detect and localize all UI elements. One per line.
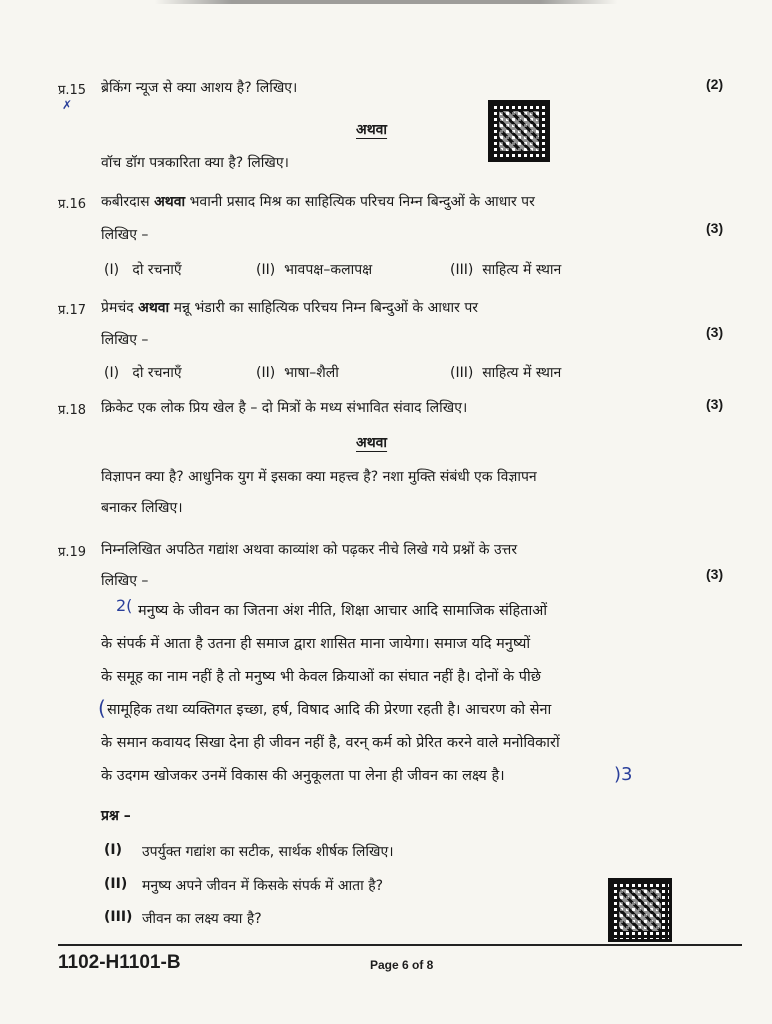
- q18-alt1: विज्ञापन क्या है? आधुनिक युग में इसका क्या महत्त्व है? नशा मुक्ति संबंधी एक विज्ञापन: [101, 469, 537, 485]
- qr-code-top: [488, 100, 550, 162]
- q19-line1: निम्नलिखित अपठित गद्यांश अथवा काव्यांश को पढ़कर नीचे लिखे गये प्रश्नों के उत्तर: [101, 542, 518, 558]
- q15-alt: वॉच डॉग पत्रकारिता क्या है? लिखिए।: [101, 155, 289, 171]
- page-number: Page 6 of 8: [370, 958, 434, 972]
- q18-marks: (3): [706, 396, 724, 412]
- subq-number: (III): [104, 909, 133, 925]
- qr-code-bottom: [608, 878, 672, 942]
- q17-opt2: (II) भाषा–शैली: [256, 365, 339, 381]
- q17-opt1: (I) दो रचनाएँ: [104, 365, 182, 381]
- subq-text: उपर्युक्त गद्यांश का सटीक, सार्थक शीर्षक लिखिए।: [142, 844, 394, 860]
- q17-number: प्र.17: [58, 303, 87, 318]
- q17-line1: [101, 298, 478, 317]
- passage-line: के संपर्क में आता है उतना ही समाज द्वारा शासित माना जायेगा। समाज यदि मनुष्यों: [101, 636, 531, 652]
- q18-or: अथवा: [356, 435, 388, 451]
- q16-or: अथवा: [154, 194, 186, 210]
- q16-line1: [101, 192, 535, 211]
- q17-marks: (3): [706, 324, 724, 340]
- scan-edge: [0, 0, 772, 4]
- pen-mark: ✗: [62, 98, 73, 112]
- q15-marks: (2): [706, 76, 724, 92]
- pen-mark-end: )3: [614, 764, 633, 785]
- q16-rest: भवानी प्रसाद मिश्र का साहित्यिक परिचय निम्न बिन्दुओं के आधार पर: [185, 194, 535, 210]
- q15-number: प्र.15: [58, 83, 87, 98]
- passage-line: के समान कवायद सिखा देना ही जीवन नहीं है, वरन् कर्म को प्रेरित करने वाले मनोविकारों: [101, 735, 560, 751]
- q16-opt3: (III) साहित्य में स्थान: [450, 262, 562, 278]
- q16-opt1: (I) दो रचनाएँ: [104, 262, 182, 278]
- passage-line: सामूहिक तथा व्यक्तिगत इच्छा, हर्ष, विषाद आदि की प्रेरणा रहती है। आचरण को सेना: [107, 702, 552, 718]
- pen-annotation: 2(: [116, 596, 133, 615]
- questions-label: प्रश्न –: [101, 808, 131, 824]
- subq-number: (I): [104, 842, 123, 858]
- paper-code: 1102-H1101-B: [58, 952, 181, 973]
- passage-line: मनुष्य के जीवन का जितना अंश नीति, शिक्षा आचार आदि सामाजिक संहिताओं: [138, 603, 548, 619]
- passage-line: के समूह का नाम नहीं है तो मनुष्य भी केवल क्रियाओं का संघात नहीं है। दोनों के पीछे: [101, 669, 541, 685]
- q19-marks: (3): [706, 566, 724, 582]
- q19-number: प्र.19: [58, 545, 87, 560]
- subq-text: जीवन का लक्ष्य क्या है?: [142, 911, 262, 927]
- q17-opt3: (III) साहित्य में स्थान: [450, 365, 562, 381]
- q18-alt2: बनाकर लिखिए।: [101, 500, 183, 516]
- q17-line2: लिखिए –: [101, 332, 149, 348]
- q15-or: अथवा: [356, 122, 388, 138]
- q18-text: क्रिकेट एक लोक प्रिय खेल है – दो मित्रों के मध्य संभावित संवाद लिखिए।: [101, 400, 468, 416]
- q16-author1: कबीरदास: [101, 194, 155, 210]
- pen-bracket: (: [98, 696, 106, 720]
- q17-or: अथवा: [138, 300, 170, 316]
- q16-opt2: (II) भावपक्ष–कलापक्ष: [256, 262, 373, 278]
- q15-text: ब्रेकिंग न्यूज से क्या आशय है? लिखिए।: [101, 80, 298, 96]
- footer-rule: [58, 944, 742, 946]
- q16-number: प्र.16: [58, 197, 87, 212]
- q16-line2: लिखिए –: [101, 227, 149, 243]
- q19-line2: लिखिए –: [101, 573, 149, 589]
- q18-number: प्र.18: [58, 403, 87, 418]
- subq-text: मनुष्य अपने जीवन में किसके संपर्क में आता है?: [142, 878, 384, 894]
- q17-author1: प्रेमचंद: [101, 300, 139, 316]
- passage-line: के उदगम खोजकर उनमें विकास की अनुकूलता पा लेना ही जीवन का लक्ष्य है।: [101, 768, 505, 784]
- q17-rest: मन्नू भंडारी का साहित्यिक परिचय निम्न बिन्दुओं के आधार पर: [169, 300, 479, 316]
- subq-number: (II): [104, 876, 128, 892]
- q16-marks: (3): [706, 220, 724, 236]
